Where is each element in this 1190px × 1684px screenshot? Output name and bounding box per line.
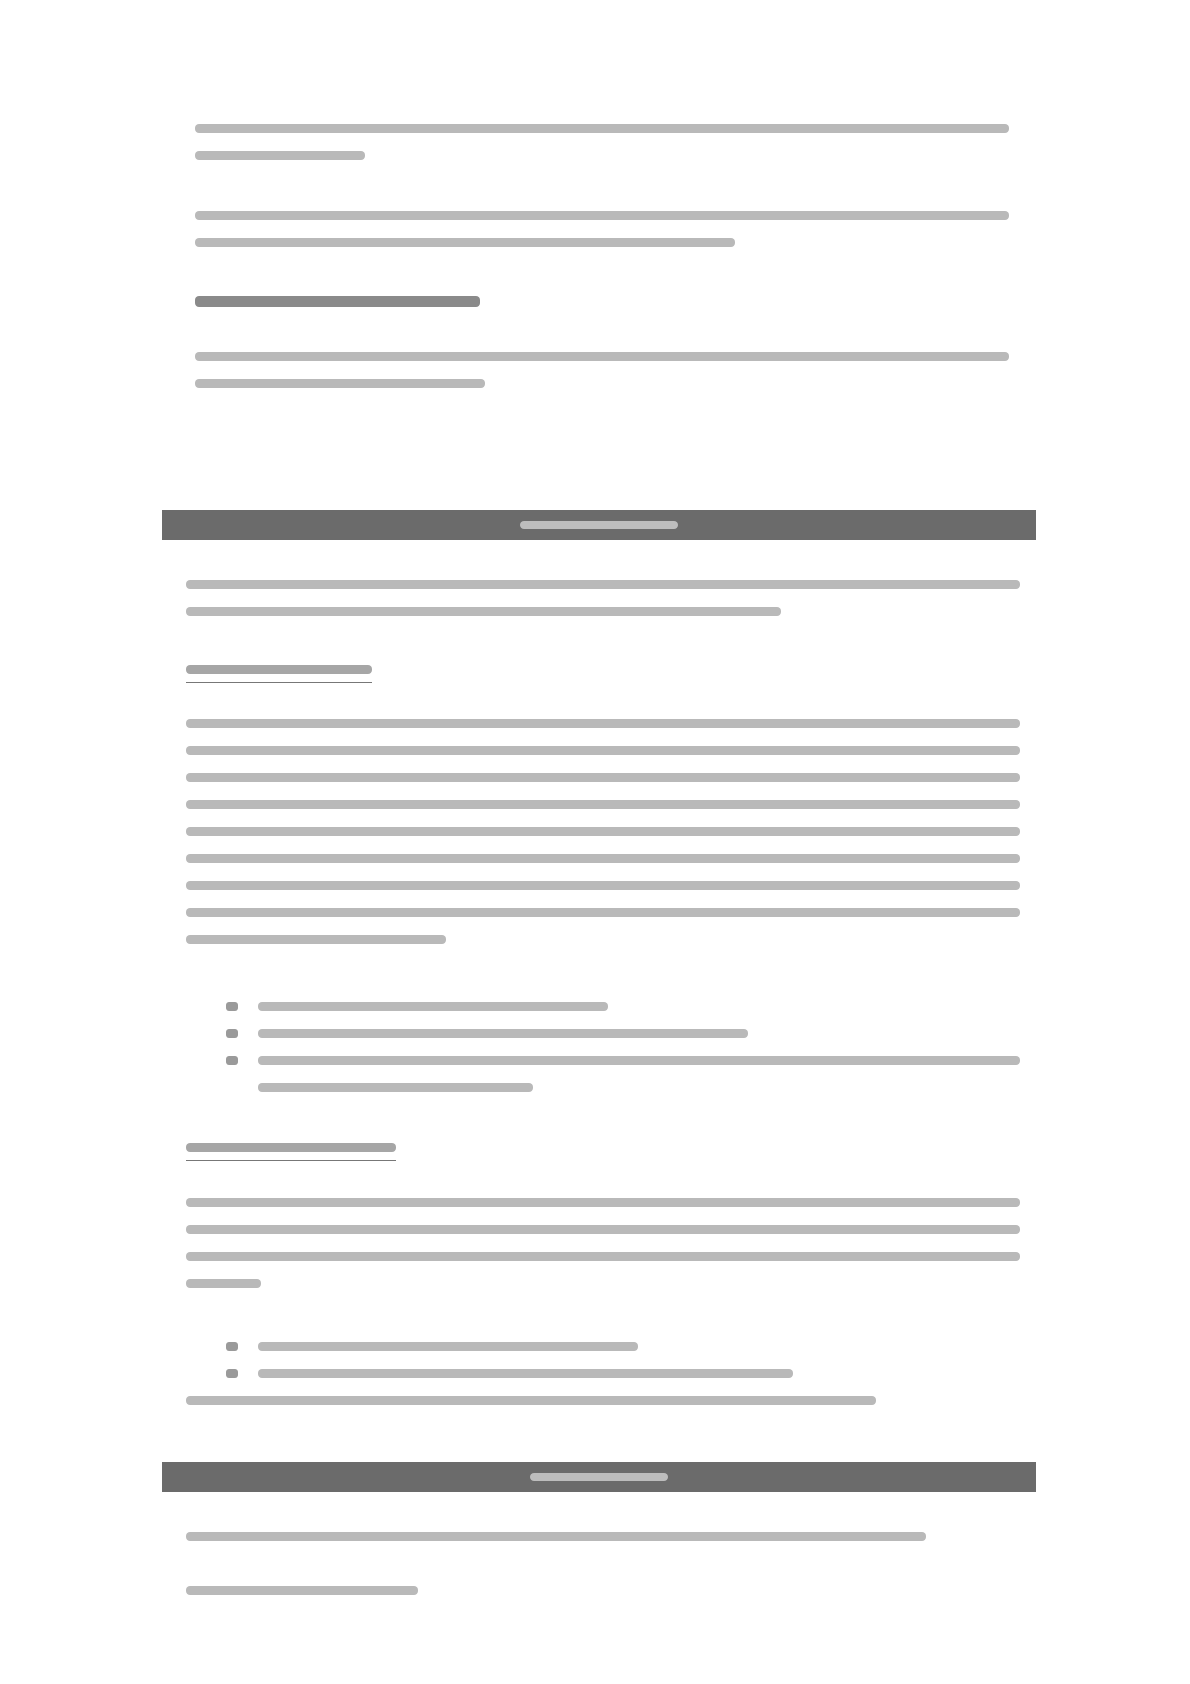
section-bar-methodology <box>162 510 1036 540</box>
section-bar-evaluation <box>162 1462 1036 1492</box>
